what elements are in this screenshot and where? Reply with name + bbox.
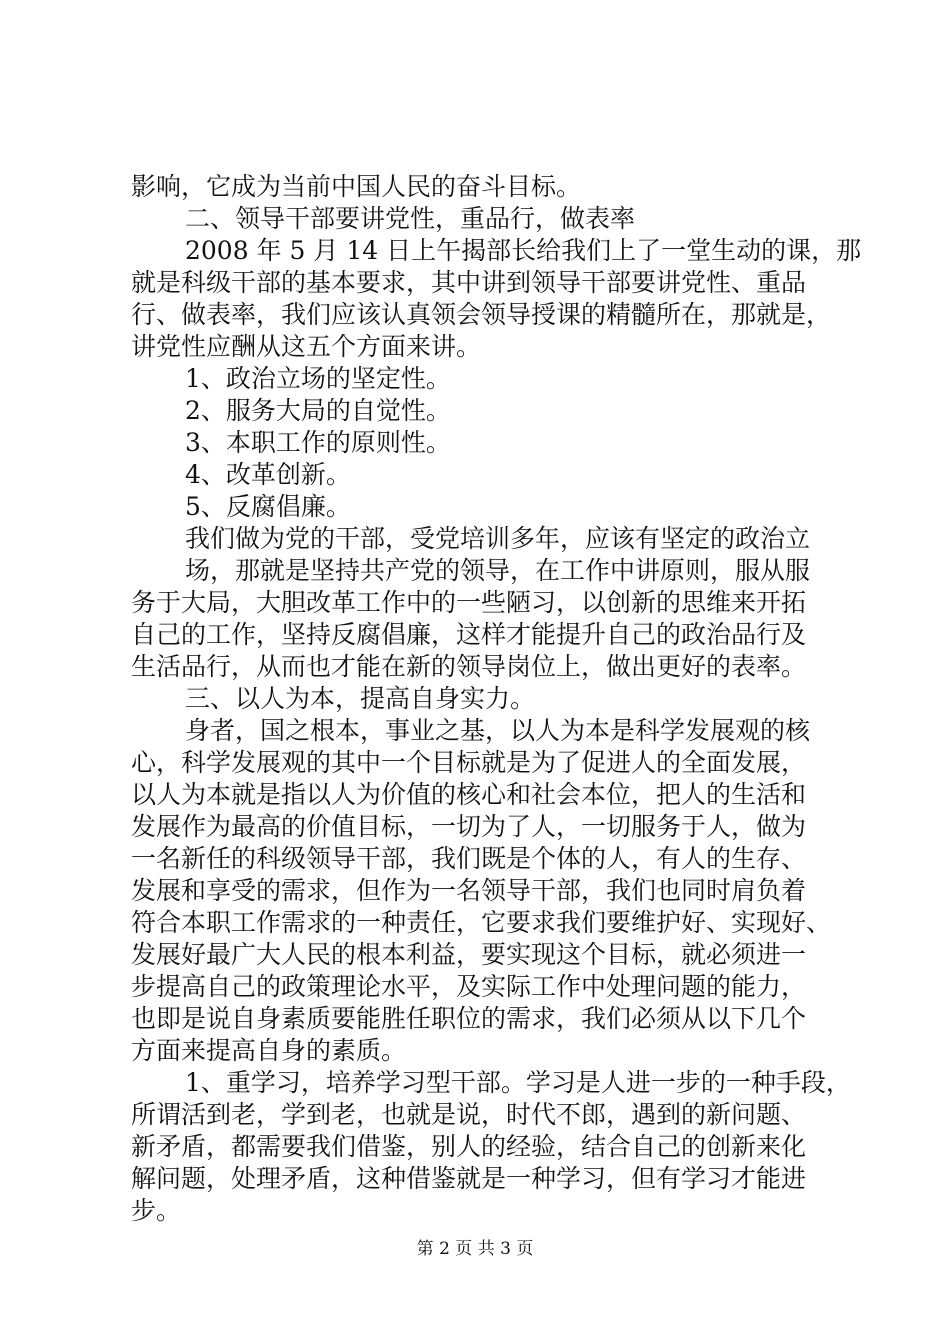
text-line: 场，那就是坚持共产党的领导，在工作中讲原则，服从服 [185,556,811,585]
text-line: 三、以人为本，提高自身实力。 [185,684,536,713]
text-line: 影响，它成为当前中国人民的奋斗目标。 [131,172,582,201]
text-line: 步。 [131,1196,182,1225]
text-line: 自己的工作，坚持反腐倡廉，这样才能提升自己的政治品行及 [131,620,807,649]
text-line: 务于大局，大胆改革工作中的一些陋习，以创新的思维来开拓 [131,588,807,617]
text-line: 一名新任的科级领导干部，我们既是个体的人，有人的生存、 [131,844,807,873]
text-line: 发展好最广大人民的根本利益，要实现这个目标，就必须进一 [131,940,807,969]
text-line: 符合本职工作需求的一种责任，它要求我们要维护好、实现好、 [131,908,832,937]
text-line: 心，科学发展观的其中一个目标就是为了促进人的全面发展， [131,748,807,777]
text-line: 2008 年 5 月 14 日上午揭部长给我们上了一堂生动的课，那 [185,236,862,265]
text-line: 方面来提高自身的素质。 [131,1036,407,1065]
text-line: 就是科级干部的基本要求，其中讲到领导干部要讲党性、重品 [131,268,807,297]
text-line: 二、领导干部要讲党性，重品行，做表率 [185,204,636,233]
text-line: 发展和享受的需求，但作为一名领导干部，我们也同时肩负着 [131,876,807,905]
text-line: 2、服务大局的自觉性。 [185,396,451,425]
text-line: 步提高自己的政策理论水平，及实际工作中处理问题的能力， [131,972,807,1001]
text-line: 5、反腐倡廉。 [185,492,351,521]
text-line: 我们做为党的干部，受党培训多年，应该有坚定的政治立 [185,524,811,553]
text-line: 4、改革创新。 [185,460,351,489]
page-number-label: 第 2 页 共 3 页 [416,1239,534,1259]
text-line: 所谓活到老，学到老，也就是说，时代不郎，遇到的新问题、 [131,1100,807,1129]
text-line: 发展作为最高的价值目标，一切为了人，一切服务于人，做为 [131,812,807,841]
text-line: 身者，国之根本，事业之基，以人为本是科学发展观的核 [185,716,811,745]
page-footer [0,1238,950,1260]
text-line: 行、做表率，我们应该认真领会领导授课的精髓所在，那就是， [131,300,832,329]
text-line: 讲党性应酬从这五个方面来讲。 [131,332,482,361]
text-line: 1、重学习，培养学习型干部。学习是人进一步的一种手段， [185,1068,851,1097]
text-line: 3、本职工作的原则性。 [185,428,451,457]
document-body [131,171,862,1227]
text-line: 生活品行，从而也才能在新的领导岗位上，做出更好的表率。 [131,652,807,681]
text-line: 也即是说自身素质要能胜任职位的需求，我们必须从以下几个 [131,1004,807,1033]
text-line: 1、政治立场的坚定性。 [185,364,451,393]
text-line: 解问题，处理矛盾，这种借鉴就是一种学习，但有学习才能进 [131,1164,807,1193]
text-line: 以人为本就是指以人为价值的核心和社会本位，把人的生活和 [131,780,807,809]
text-line: 新矛盾，都需要我们借鉴，别人的经验，结合自己的创新来化 [131,1132,807,1161]
